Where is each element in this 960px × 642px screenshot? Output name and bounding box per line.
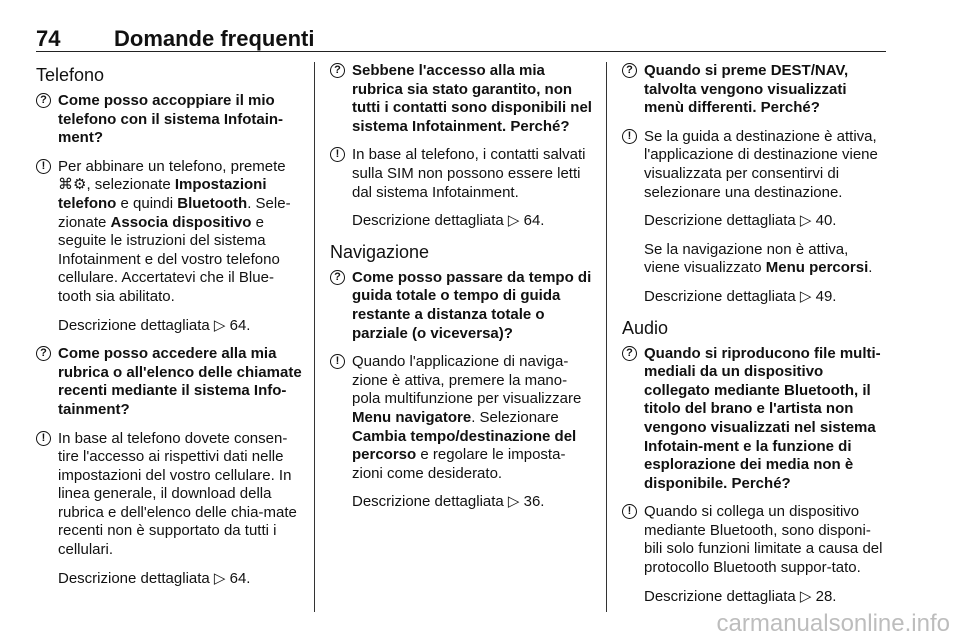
section-heading-navigazione: Navigazione: [330, 241, 430, 262]
page-number: 74: [36, 26, 61, 51]
answer-item: [36, 430, 302, 560]
answer-icon: !: [622, 504, 637, 519]
answer-text: . Selezionare: [471, 408, 559, 426]
question-text: Come posso passare da tempo di guida totale o tempo di guida restante a distanza totale o parziale (o viceversa)?: [352, 268, 592, 342]
column-1: [36, 62, 302, 598]
answer-item: [622, 503, 888, 577]
reference-text: Descrizione dettagliata ▷ 64.: [58, 316, 251, 334]
answer-icon: !: [622, 129, 637, 144]
question-text: Quando si preme DEST/NAV, talvolta vengono visualizzati menù differenti. Perché?: [644, 62, 849, 117]
column-divider: [314, 62, 315, 612]
answer-text: e seguite le istruzioni del sistema Infotainment e del vostro telefono cellulare. Accertatevi che il Blue-tooth sia abilitato.: [58, 213, 280, 305]
reference-text: Descrizione dettagliata ▷ 64.: [352, 212, 545, 230]
reference-text: Descrizione dettagliata ▷ 40.: [644, 212, 837, 230]
question-text: Come posso accedere alla mia rubrica o all'elenco delle chiamate recenti mediante il sistema Info-tainment?: [58, 345, 302, 418]
question-item: [330, 269, 594, 343]
column-divider: [606, 62, 607, 612]
question-icon: ?: [36, 93, 51, 108]
question-item: [622, 345, 888, 494]
answer-text: e quindi: [116, 194, 178, 212]
answer-text: Se la guida a destinazione è attiva, l'applicazione di destinazione viene visualizzata per consentirvi di selezionare una destinazione.: [644, 127, 878, 201]
reference-text: Descrizione dettagliata ▷ 28.: [644, 587, 837, 605]
answer-text: Quando si collega un dispositivo mediante Bluetooth, sono disponi-bili solo funzioni limitate a causa del protocollo Bluetooth suppor-tato.: [644, 503, 883, 577]
question-icon: ?: [36, 346, 51, 361]
answer-item: [330, 353, 594, 483]
section-heading-audio: Audio: [622, 317, 669, 338]
answer-item: ! Per abbinare un telefono, premete ⌘⚙, selezionate Impostazioni telefono e quindi Bluetooth. Sele-zionate Associa dispositivo e seguite le istruzioni del sistema Infotainment e del vostro telefono cellulare. Accertatevi che il Blue-tooth sia abilitato.: [36, 158, 302, 307]
reference-text: Descrizione dettagliata ▷ 64.: [58, 569, 251, 587]
question-icon: ?: [622, 346, 637, 361]
answer-text: e regolare le imposta-zioni come desiderato.: [352, 446, 566, 482]
page-title: Domande frequenti: [114, 26, 315, 51]
question-text: Quando si riproducono file multi-mediali da un dispositivo collegato mediante Bluetooth, il titolo del brano e l'artista non vengono visualizzati nel sistema Infotain-ment e la funzione di esplorazione dei media non è disponibile. Perché?: [644, 344, 881, 492]
answer-bold: Impostazioni telefono: [58, 176, 267, 212]
answer-text: Per abbinare un telefono, premete: [58, 157, 286, 175]
question-icon: ?: [330, 63, 345, 78]
answer-item: [330, 146, 594, 202]
question-icon: ?: [330, 270, 345, 285]
header-rule: [36, 51, 886, 52]
column-3: [622, 62, 888, 616]
question-item: [36, 92, 302, 148]
column-2: [330, 62, 594, 522]
question-text: Sebbene l'accesso alla mia rubrica sia stato garantito, non tutti i contatti sono disponibili nel sistema Infotainment. Perché?: [352, 62, 592, 135]
question-item: [622, 62, 888, 118]
answer-icon: !: [330, 354, 345, 369]
settings-icon: ⌘⚙: [58, 176, 87, 194]
answer-icon: !: [330, 147, 345, 162]
watermark: carmanualsonline.info: [716, 610, 950, 637]
answer-bold: Menu navigatore: [352, 408, 472, 426]
answer-text: . Sele-zionate: [58, 194, 291, 231]
reference-text: Descrizione dettagliata ▷ 36.: [352, 493, 545, 511]
answer-text: Quando l'applicazione di naviga-zione è attiva, premere la mano-pola multifunzione per visualizzare: [352, 353, 582, 408]
page-header: [36, 26, 886, 54]
answer-bold: Associa dispositivo: [110, 213, 252, 231]
answer-bold: Bluetooth: [177, 194, 248, 212]
answer-text: .: [868, 259, 873, 277]
answer-text: In base al telefono dovete consen-tire l'accesso ai rispettivi dati nelle impostazioni del vostro cellulare. In linea generale, il download della rubrica e dell'elenco delle chia-mate recenti non è supportato da tutti i cellulari.: [58, 429, 297, 559]
answer-text: Se la navigazione non è attiva, viene visualizzato: [644, 240, 849, 277]
answer-text: In base al telefono, i contatti salvati sulla SIM non possono essere letti dal sistema Infotainment.: [352, 146, 586, 201]
answer-item: [622, 128, 888, 202]
section-heading-telefono: Telefono: [36, 65, 105, 85]
question-text: Come posso accoppiare il mio telefono con il sistema Infotain-ment?: [58, 92, 284, 147]
answer-bold: Menu percorsi: [765, 259, 869, 277]
reference-text: Descrizione dettagliata ▷ 49.: [644, 287, 837, 305]
answer-icon: !: [36, 431, 51, 446]
question-item: [36, 345, 302, 419]
question-icon: ?: [622, 63, 637, 78]
answer-bold: Cambia tempo/destinazione del percorso: [352, 427, 577, 464]
answer-continuation: [622, 241, 888, 278]
question-item: [330, 62, 594, 136]
answer-icon: !: [36, 159, 51, 174]
